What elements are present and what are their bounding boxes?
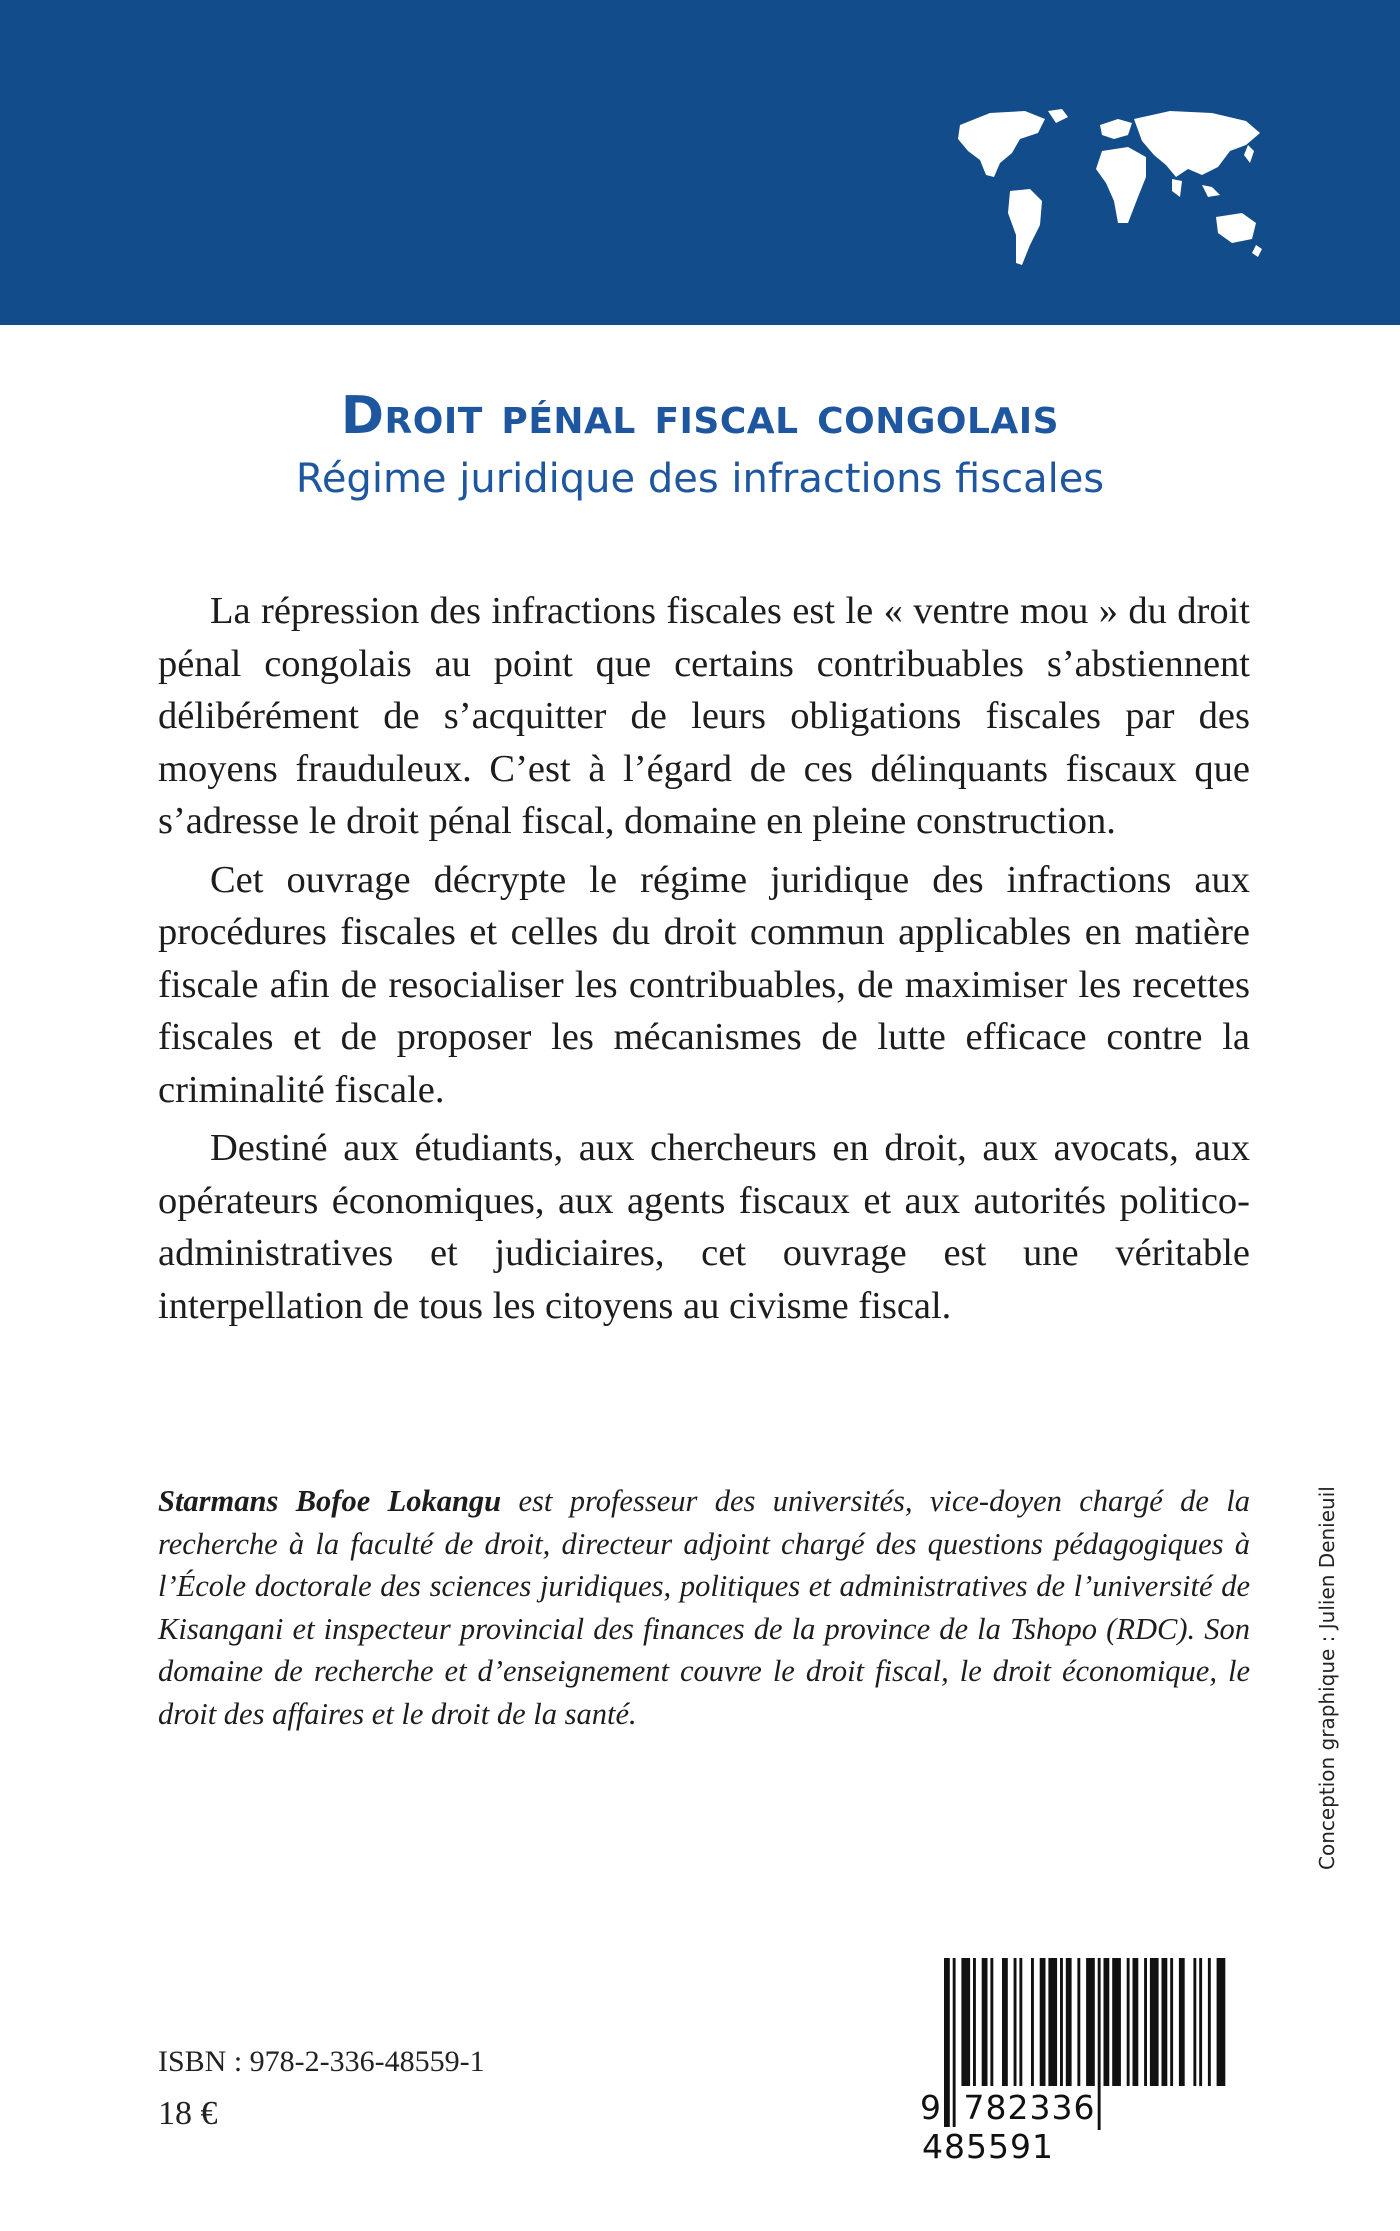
barcode-bar: [1170, 1958, 1173, 2086]
barcode-digits-left: 782336: [963, 2088, 1096, 2127]
barcode-bar: [1104, 1958, 1110, 2086]
barcode-bar: [982, 1958, 988, 2086]
barcode-bar: [1193, 1958, 1196, 2086]
barcode-bar: [1019, 1958, 1022, 2086]
barcode-bar: [1150, 1958, 1159, 2086]
barcode-bar: [1077, 1958, 1080, 2086]
barcode-bar: [1040, 1958, 1046, 2086]
barcode-bar: [1208, 1958, 1211, 2086]
price: 18 €: [158, 2095, 218, 2132]
barcode-bar: [1048, 1958, 1057, 2086]
barcode-bar: [973, 1958, 976, 2086]
barcode-bar: [1144, 1958, 1147, 2086]
barcode-digits-right: 485591: [922, 2127, 1054, 2166]
barcode-bar: [1002, 1958, 1008, 2086]
book-subtitle: Régime juridique des infractions fiscales: [295, 456, 1105, 502]
barcode-bar: [1199, 1958, 1202, 2086]
blurb-paragraph-3: Destiné aux étudiants, aux chercheurs en droit, aux avocats, aux opérateurs économiques, aux agents fiscaux et aux autorités politico-administratives et judiciaires, cet ouvrage est une véritable interpellation de tous les citoyens au civisme fiscal.: [158, 1127, 1250, 1327]
barcode-bar: [1086, 1958, 1095, 2086]
barcode-bar: [1014, 1958, 1017, 2086]
author-bio: [158, 1480, 1250, 1735]
blurb-paragraph-1: La répression des infractions fiscales est le « ventre mou » du droit pénal congolais au point que certains contribuables s’abstiennent délibérément de s’acquitter de leurs obligations fiscales par des moyens frauduleux. C’est à l’égard de ces délinquants fiscaux que s’adresse le droit pénal fiscal, domaine en pleine construction.: [158, 590, 1250, 842]
barcode-number: [920, 2088, 1240, 2166]
book-title: Droit pénal fiscal congolais: [340, 386, 1060, 446]
design-credit: Conception graphique : Julien Denieuil: [1315, 1486, 1339, 1870]
author-bio-text: est professeur des universités, vice-doyen chargé de la recherche à la faculté de droit, directeur adjoint chargé des questions pédagogiques à l’École doctorale des sciences juridiques, politiques et administratives de l’université de Kisangani et inspecteur provincial des finances de la province de la Tshopo (RDC). Son domaine de recherche et d’enseignement couvre le droit fiscal, le droit économique, le droit des affaires et le droit de la santé.: [158, 1484, 1250, 1731]
barcode-digit-first: 9: [920, 2088, 942, 2127]
author-name: Starmans Bofoe Lokangu: [158, 1484, 502, 1518]
barcode-bar: [1179, 1958, 1185, 2086]
header-band: [0, 0, 1400, 325]
barcode-bar: [1060, 1958, 1063, 2086]
barcode-bar: [1031, 1958, 1034, 2086]
blurb-paragraph-2: Cet ouvrage décrypte le régime juridique des infractions aux procédures fiscales et celles du droit commun applicables en matière fiscale afin de resocialiser les contribuables, de maximiser les recettes fiscales et de proposer les mécanismes de lutte efficace contre la criminalité fiscale.: [158, 858, 1250, 1111]
barcode-bar: [1133, 1958, 1139, 2086]
blurb: [158, 585, 1250, 1332]
barcode-bar: [990, 1958, 993, 2086]
barcode-bar: [1162, 1958, 1168, 2086]
barcode-bar: [1066, 1958, 1072, 2086]
barcode-bar: [1217, 1958, 1226, 2086]
barcode-bar: [1112, 1958, 1121, 2086]
world-map-icon: [950, 105, 1270, 280]
barcode-bar: [961, 1958, 970, 2086]
barcode-bar: [1127, 1958, 1130, 2086]
isbn: ISBN : 978-2-336-48559-1: [158, 2045, 485, 2078]
